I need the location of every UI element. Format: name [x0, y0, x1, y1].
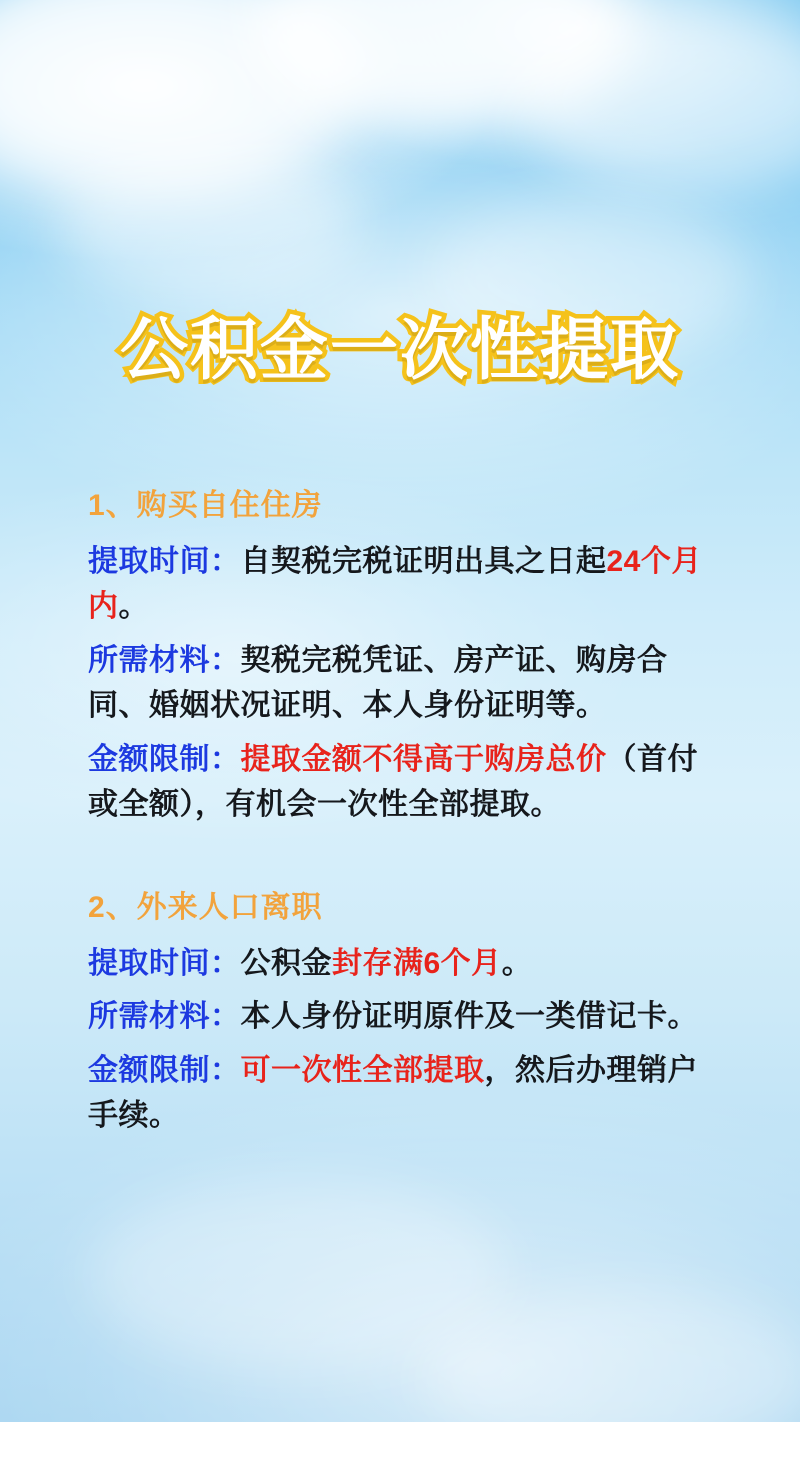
section-spacer: [88, 862, 712, 888]
row-label: 所需材料：: [88, 643, 241, 677]
row-text: 本人身份证明原件及一类借记卡。: [240, 1000, 698, 1034]
section-purchase-home: [88, 486, 712, 828]
row-label: 提取时间：: [88, 544, 241, 578]
cloud-decoration: [520, 10, 800, 190]
row-text: 契税完税凭证、房产证、购房合同、婚姻状况证明、本人身份证明等。: [88, 643, 668, 723]
poster-title-container: [0, 296, 800, 393]
row-text: 。: [118, 590, 149, 624]
row-text: 自契税完税证明出具之日起: [240, 544, 607, 578]
row-text: （首付或全额），有机会一次性全部提取。: [88, 742, 698, 822]
row-label: 所需材料：: [88, 1000, 241, 1034]
cloud-decoration: [250, 0, 630, 130]
row-withdrawal-time: [88, 539, 712, 630]
row-label: 金额限制：: [88, 742, 241, 776]
row-amount-limit: [88, 1048, 712, 1139]
cloud-decoration: [90, 1180, 510, 1370]
section-heading: 2、外来人口离职: [88, 891, 323, 925]
row-text-emphasis: 可一次性全部提取: [240, 1053, 485, 1087]
row-text: 。: [501, 946, 533, 980]
row-text-emphasis: 提取金额不得高于购房总价: [240, 742, 607, 776]
row-text-emphasis: 24个月内: [88, 544, 702, 624]
section-heading: 1、购买自住住房: [88, 489, 323, 522]
row-text: 公积金: [240, 946, 332, 980]
row-label: 提取时间：: [88, 946, 241, 980]
poster-body: [88, 486, 712, 1173]
cloud-decoration: [420, 1290, 800, 1460]
row-withdrawal-time: [88, 941, 712, 987]
row-text: ，然后办理销户手续。: [88, 1053, 698, 1133]
row-amount-limit: [88, 737, 712, 828]
row-required-materials: [88, 638, 712, 729]
row-text-emphasis: 封存满6个月: [332, 946, 502, 980]
row-required-materials: [88, 994, 712, 1040]
row-label: 金额限制：: [88, 1053, 241, 1087]
cloud-decoration: [0, 0, 360, 190]
section-nonlocal-resignation: [88, 888, 712, 1139]
cloud-decoration: [60, 150, 360, 300]
page-title: 公积金一次性提取: [119, 312, 680, 388]
